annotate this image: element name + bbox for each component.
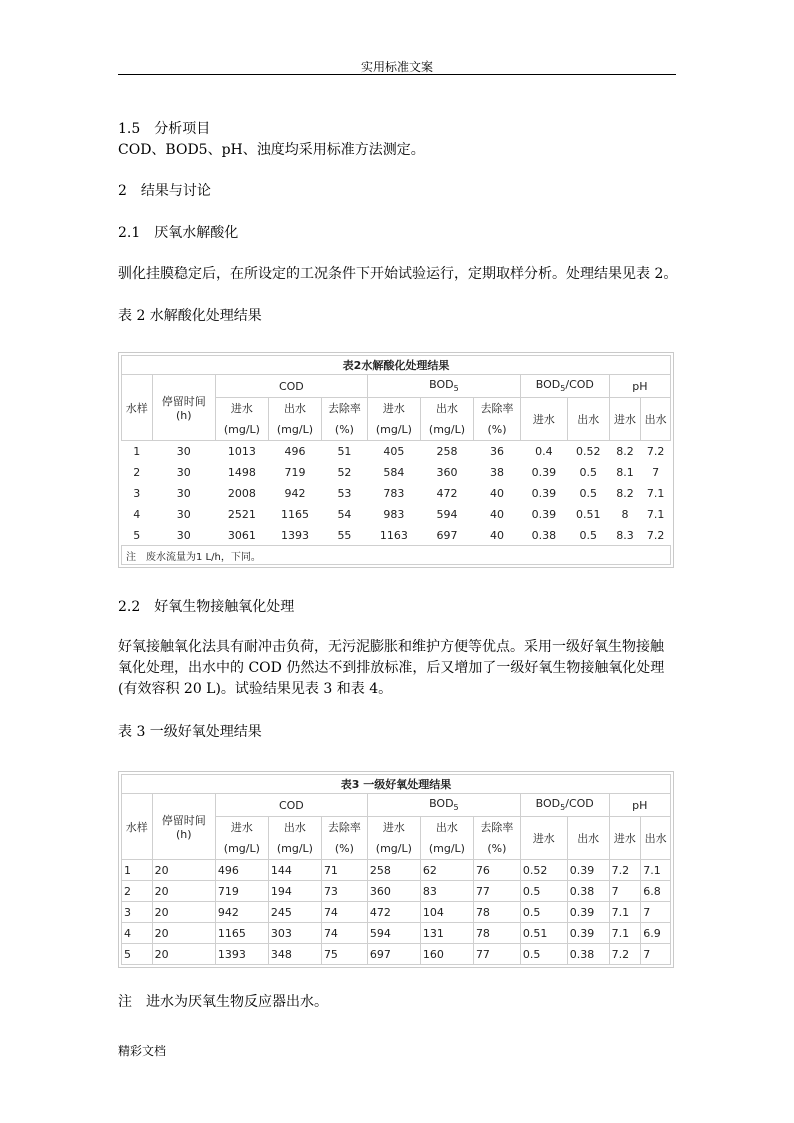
table2-cell: 2008: [216, 483, 268, 503]
table2-cell: 53: [322, 483, 367, 503]
table2-cell: 30: [153, 462, 215, 482]
table3-cell: 74: [322, 902, 367, 922]
table3-col-sample: 水样: [122, 794, 152, 859]
table3-group-bod: $BOD_5$: [368, 794, 520, 816]
table2-cell: 1013: [216, 441, 268, 461]
table3: [121, 774, 671, 965]
table2-col-time: 停留时间 (h): [153, 375, 215, 440]
table2-cell: 30: [153, 441, 215, 461]
table3-cell: 160: [421, 944, 473, 964]
table3-cell: 74: [322, 923, 367, 943]
table3-cell: 7: [641, 944, 670, 964]
table2-cell: 719: [269, 462, 321, 482]
table2-cell: 0.39: [521, 483, 567, 503]
table2-cell: 8.2: [610, 441, 641, 461]
table2: [121, 355, 671, 565]
page-footer: 精彩文档: [118, 1044, 167, 1058]
table3-cell: 1165: [216, 923, 268, 943]
table3-cell: 77: [474, 944, 520, 964]
table3-cell: 75: [322, 944, 367, 964]
table3-cell: 1: [122, 860, 152, 880]
table2-cell: 0.51: [568, 504, 609, 524]
table3-group-ratio: $BOD_5$/COD: [521, 794, 609, 816]
table3-cell: 303: [269, 923, 321, 943]
table3-cell: 3: [122, 902, 152, 922]
table2-group-bod: $BOD_5$: [368, 375, 520, 397]
table2-bod-in: 进水 (mg/L): [368, 398, 420, 440]
table2-cell: 1393: [269, 525, 321, 545]
table2-cell: 983: [368, 504, 420, 524]
table3-row: [122, 944, 670, 964]
table3-cell: 7.1: [641, 860, 670, 880]
table3-cell: 0.39: [568, 860, 609, 880]
table2-row: [122, 525, 670, 545]
table2-cell: 51: [322, 441, 367, 461]
table2-cell: 942: [269, 483, 321, 503]
table3-cell: 73: [322, 881, 367, 901]
table3-image: [118, 771, 674, 968]
table2-bod-out: 出水 (mg/L): [421, 398, 473, 440]
table3-cell: 0.5: [521, 902, 567, 922]
table2-cell: 40: [474, 525, 520, 545]
table3-cell: 245: [269, 902, 321, 922]
table2-cell: 1163: [368, 525, 420, 545]
table2-cell: 0.39: [521, 462, 567, 482]
table3-cell: 7: [641, 902, 670, 922]
table3-cell: 496: [216, 860, 268, 880]
table3-cell: 7.1: [610, 923, 641, 943]
table3-group-cod: COD: [216, 794, 367, 816]
table3-cell: 62: [421, 860, 473, 880]
table2-image: [118, 352, 674, 568]
table3-title: 表3 一级好氧处理结果: [122, 775, 670, 793]
table2-cell: 54: [322, 504, 367, 524]
table2-group-ph: pH: [610, 375, 670, 397]
table2-cell: 0.38: [521, 525, 567, 545]
table3-cell: 104: [421, 902, 473, 922]
table2-cell: 783: [368, 483, 420, 503]
table2-cell: 7.2: [641, 525, 670, 545]
table2-cell: 496: [269, 441, 321, 461]
table2-cell: 40: [474, 504, 520, 524]
table3-cell: 0.52: [521, 860, 567, 880]
table3-cell: 76: [474, 860, 520, 880]
table2-cell: 1165: [269, 504, 321, 524]
table2-ratio-out: 出水: [568, 398, 609, 440]
table2-cod-removal: 去除率 (%): [322, 398, 367, 440]
table2-cell: 30: [153, 525, 215, 545]
table2-cell: 3061: [216, 525, 268, 545]
section-2-heading: 2 结果与讨论: [118, 183, 211, 199]
table3-cell: 6.9: [641, 923, 670, 943]
table2-row: [122, 504, 670, 524]
table3-cell: 697: [368, 944, 420, 964]
table2-cell: 7.1: [641, 483, 670, 503]
section-1-5-heading: 1.5 分析项目: [118, 121, 211, 137]
table2-cell: 405: [368, 441, 420, 461]
section-2-2-heading: 2.2 好氧生物接触氧化处理: [118, 599, 295, 615]
table3-bod-in: 进水 (mg/L): [368, 817, 420, 859]
table3-cell: 0.39: [568, 902, 609, 922]
table2-cell: 7: [641, 462, 670, 482]
table3-ratio-in: 进水: [521, 817, 567, 859]
table2-ph-in: 进水: [610, 398, 641, 440]
table2-cell: 594: [421, 504, 473, 524]
table3-body: [122, 860, 670, 964]
table2-cell: 55: [322, 525, 367, 545]
table2-cell: 0.4: [521, 441, 567, 461]
table3-cell: 20: [153, 923, 215, 943]
table3-cell: 719: [216, 881, 268, 901]
table3-bod-removal: 去除率 (%): [474, 817, 520, 859]
table3-cell: 942: [216, 902, 268, 922]
table2-cell: 0.5: [568, 483, 609, 503]
table3-cell: 77: [474, 881, 520, 901]
table3-row: [122, 923, 670, 943]
table3-group-ph: pH: [610, 794, 670, 816]
table2-group-ratio: $BOD_5$/COD: [521, 375, 609, 397]
table2-cell: 30: [153, 483, 215, 503]
table2-cell: 584: [368, 462, 420, 482]
table2-cell: 8.3: [610, 525, 641, 545]
table3-cell: 348: [269, 944, 321, 964]
table2-cell: 472: [421, 483, 473, 503]
table3-row: [122, 881, 670, 901]
table2-cell: 4: [122, 504, 152, 524]
table2-cell: 8.2: [610, 483, 641, 503]
table2-cell: 258: [421, 441, 473, 461]
table3-cod-removal: 去除率 (%): [322, 817, 367, 859]
table3-cell: 6.8: [641, 881, 670, 901]
table2-row: [122, 441, 670, 461]
table2-cell: 697: [421, 525, 473, 545]
table3-cell: 0.38: [568, 944, 609, 964]
table3-cell: 7.1: [610, 902, 641, 922]
table2-cell: 8.1: [610, 462, 641, 482]
table3-bod-out: 出水 (mg/L): [421, 817, 473, 859]
table2-caption: 表 2 水解酸化处理结果: [118, 308, 262, 324]
table3-cell: 71: [322, 860, 367, 880]
table3-cell: 7.2: [610, 860, 641, 880]
table3-cell: 0.38: [568, 881, 609, 901]
table3-cell: 78: [474, 923, 520, 943]
table2-note: 注 废水流量为1 L/h，下同。: [122, 546, 670, 564]
table2-cell: 0.52: [568, 441, 609, 461]
table2-row: [122, 462, 670, 482]
table2-cell: 8: [610, 504, 641, 524]
table3-ph-out: 出水: [641, 817, 670, 859]
table3-ph-in: 进水: [610, 817, 641, 859]
table2-cell: 360: [421, 462, 473, 482]
table2-cell: 7.1: [641, 504, 670, 524]
table2-cell: 3: [122, 483, 152, 503]
table3-cell: 20: [153, 944, 215, 964]
table3-cell: 0.51: [521, 923, 567, 943]
table3-cell: 7.2: [610, 944, 641, 964]
table2-ph-out: 出水: [641, 398, 670, 440]
table2-cell: 2: [122, 462, 152, 482]
table2-bod-removal: 去除率 (%): [474, 398, 520, 440]
table3-cell: 20: [153, 902, 215, 922]
table3-cell: 20: [153, 860, 215, 880]
table2-body: [122, 441, 670, 545]
section-2-2-text: 好氧接触氧化法具有耐冲击负荷，无污泥膨胀和维护方便等优点。采用一级好氧生物接触氧化处理，出水中的 COD 仍然达不到排放标准，后又增加了一级好氧生物接触氧化处理(有效容积 20 L)。试验结果见表 3 和表 4。: [118, 639, 665, 697]
section-2-1-heading: 2.1 厌氧水解酸化: [118, 225, 239, 241]
table3-cell: 194: [269, 881, 321, 901]
table3-cell: 594: [368, 923, 420, 943]
table2-cell: 52: [322, 462, 367, 482]
table3-ratio-out: 出水: [568, 817, 609, 859]
table3-note: 注 进水为厌氧生物反应器出水。: [118, 994, 328, 1010]
table3-row: [122, 902, 670, 922]
table2-cell: 0.39: [521, 504, 567, 524]
table3-col-time: 停留时间 (h): [153, 794, 215, 859]
table3-cell: 144: [269, 860, 321, 880]
table2-cod-in: 进水 (mg/L): [216, 398, 268, 440]
table3-cell: 0.39: [568, 923, 609, 943]
table3-cell: 5: [122, 944, 152, 964]
table2-ratio-in: 进水: [521, 398, 567, 440]
table2-cell: 36: [474, 441, 520, 461]
table2-cell: 0.5: [568, 462, 609, 482]
table2-cell: 0.5: [568, 525, 609, 545]
table2-col-sample: 水样: [122, 375, 152, 440]
table2-cell: 5: [122, 525, 152, 545]
section-1-5-text: COD、BOD5、pH、浊度均采用标准方法测定。: [118, 142, 425, 158]
table3-cell: 360: [368, 881, 420, 901]
table3-cell: 78: [474, 902, 520, 922]
table3-cod-out: 出水 (mg/L): [269, 817, 321, 859]
table3-cell: 131: [421, 923, 473, 943]
table2-cell: 1: [122, 441, 152, 461]
table3-cell: 472: [368, 902, 420, 922]
table3-caption: 表 3 一级好氧处理结果: [118, 724, 262, 740]
table2-row: [122, 483, 670, 503]
table2-cell: 2521: [216, 504, 268, 524]
table3-cod-in: 进水 (mg/L): [216, 817, 268, 859]
table3-row: [122, 860, 670, 880]
table3-cell: 258: [368, 860, 420, 880]
table3-cell: 7: [610, 881, 641, 901]
table2-cell: 38: [474, 462, 520, 482]
table3-cell: 20: [153, 881, 215, 901]
table3-cell: 83: [421, 881, 473, 901]
table3-cell: 4: [122, 923, 152, 943]
table2-cell: 30: [153, 504, 215, 524]
header-rule: [118, 74, 676, 75]
table2-cell: 7.2: [641, 441, 670, 461]
table2-group-cod: COD: [216, 375, 367, 397]
table3-cell: 0.5: [521, 944, 567, 964]
table3-cell: 1393: [216, 944, 268, 964]
table2-cell: 1498: [216, 462, 268, 482]
section-2-1-text: 驯化挂膜稳定后，在所设定的工况条件下开始试验运行，定期取样分析。处理结果见表 2。: [118, 266, 678, 282]
page-header: 实用标准文案: [360, 60, 433, 74]
table3-cell: 2: [122, 881, 152, 901]
table2-cod-out: 出水 (mg/L): [269, 398, 321, 440]
table2-title: 表2水解酸化处理结果: [122, 356, 670, 374]
table3-cell: 0.5: [521, 881, 567, 901]
table2-cell: 40: [474, 483, 520, 503]
